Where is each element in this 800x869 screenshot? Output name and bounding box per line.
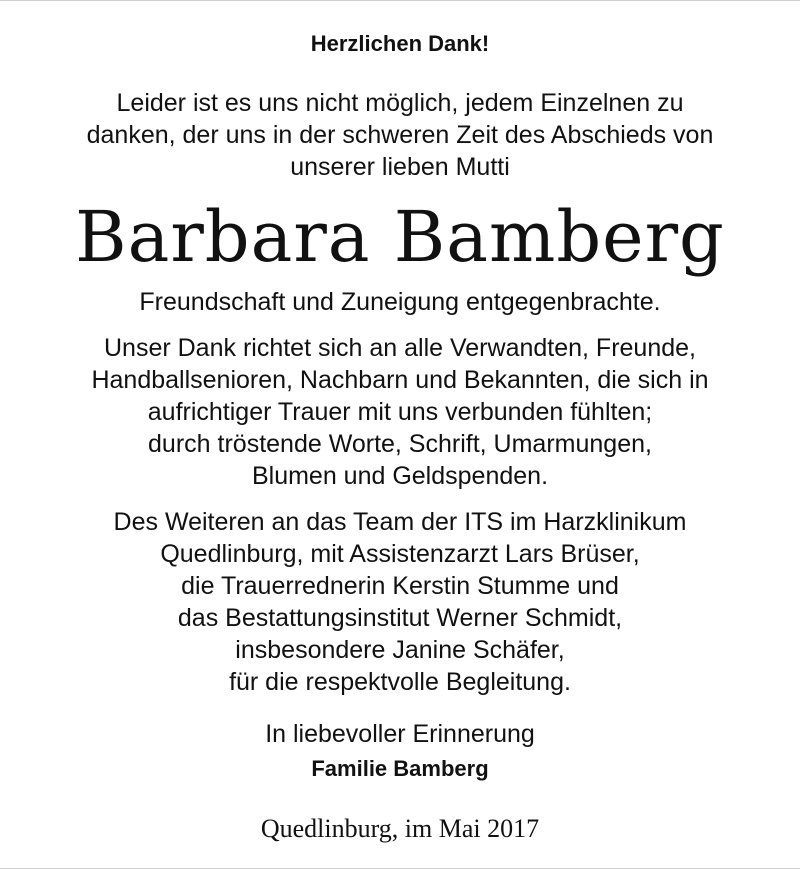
further-line: die Trauerrednerin Kerstin Stumme und xyxy=(181,572,619,600)
further-line: das Bestattungsinstitut Werner Schmidt, xyxy=(177,604,623,632)
further-line: Quedlinburg, mit Assistenzarzt Lars Brüser, xyxy=(160,540,640,568)
thanks-line: durch tröstende Worte, Schrift, Umarmungen, xyxy=(148,430,652,458)
thanks-line: Blumen und Geldspenden. xyxy=(251,462,549,490)
thanks-line: Handballsenioren, Nachbarn und Bekannten, die sich in xyxy=(91,366,709,394)
family-signature: Familie Bamberg xyxy=(311,756,489,781)
intro-paragraph xyxy=(0,87,800,183)
place-and-date: Quedlinburg, im Mai 2017 xyxy=(260,814,540,843)
further-thanks-paragraph xyxy=(0,506,800,698)
intro-line: Leider ist es uns nicht möglich, jedem Einzelnen zu xyxy=(116,89,684,117)
intro-line: danken, der uns in der schweren Zeit des Abschieds von xyxy=(86,121,714,149)
deceased-name: Barbara Bamberg xyxy=(75,196,725,278)
intro-line: unserer lieben Mutti xyxy=(290,153,510,181)
thanks-paragraph xyxy=(0,332,800,492)
closing-phrase: In liebevoller Erinnerung xyxy=(265,720,535,748)
thanks-line: aufrichtiger Trauer mit uns verbunden fühlten; xyxy=(147,398,653,426)
thanks-line: Unser Dank richtet sich an alle Verwandten, Freunde, xyxy=(104,334,696,362)
notice-heading: Herzlichen Dank! xyxy=(310,31,490,56)
further-line: insbesondere Janine Schäfer, xyxy=(235,636,565,664)
further-line: Des Weiteren an das Team der ITS im Harzklinikum xyxy=(113,508,687,536)
friendship-line: Freundschaft und Zuneigung entgegenbrachte. xyxy=(139,288,661,316)
further-line: für die respektvolle Begleitung. xyxy=(229,668,571,696)
